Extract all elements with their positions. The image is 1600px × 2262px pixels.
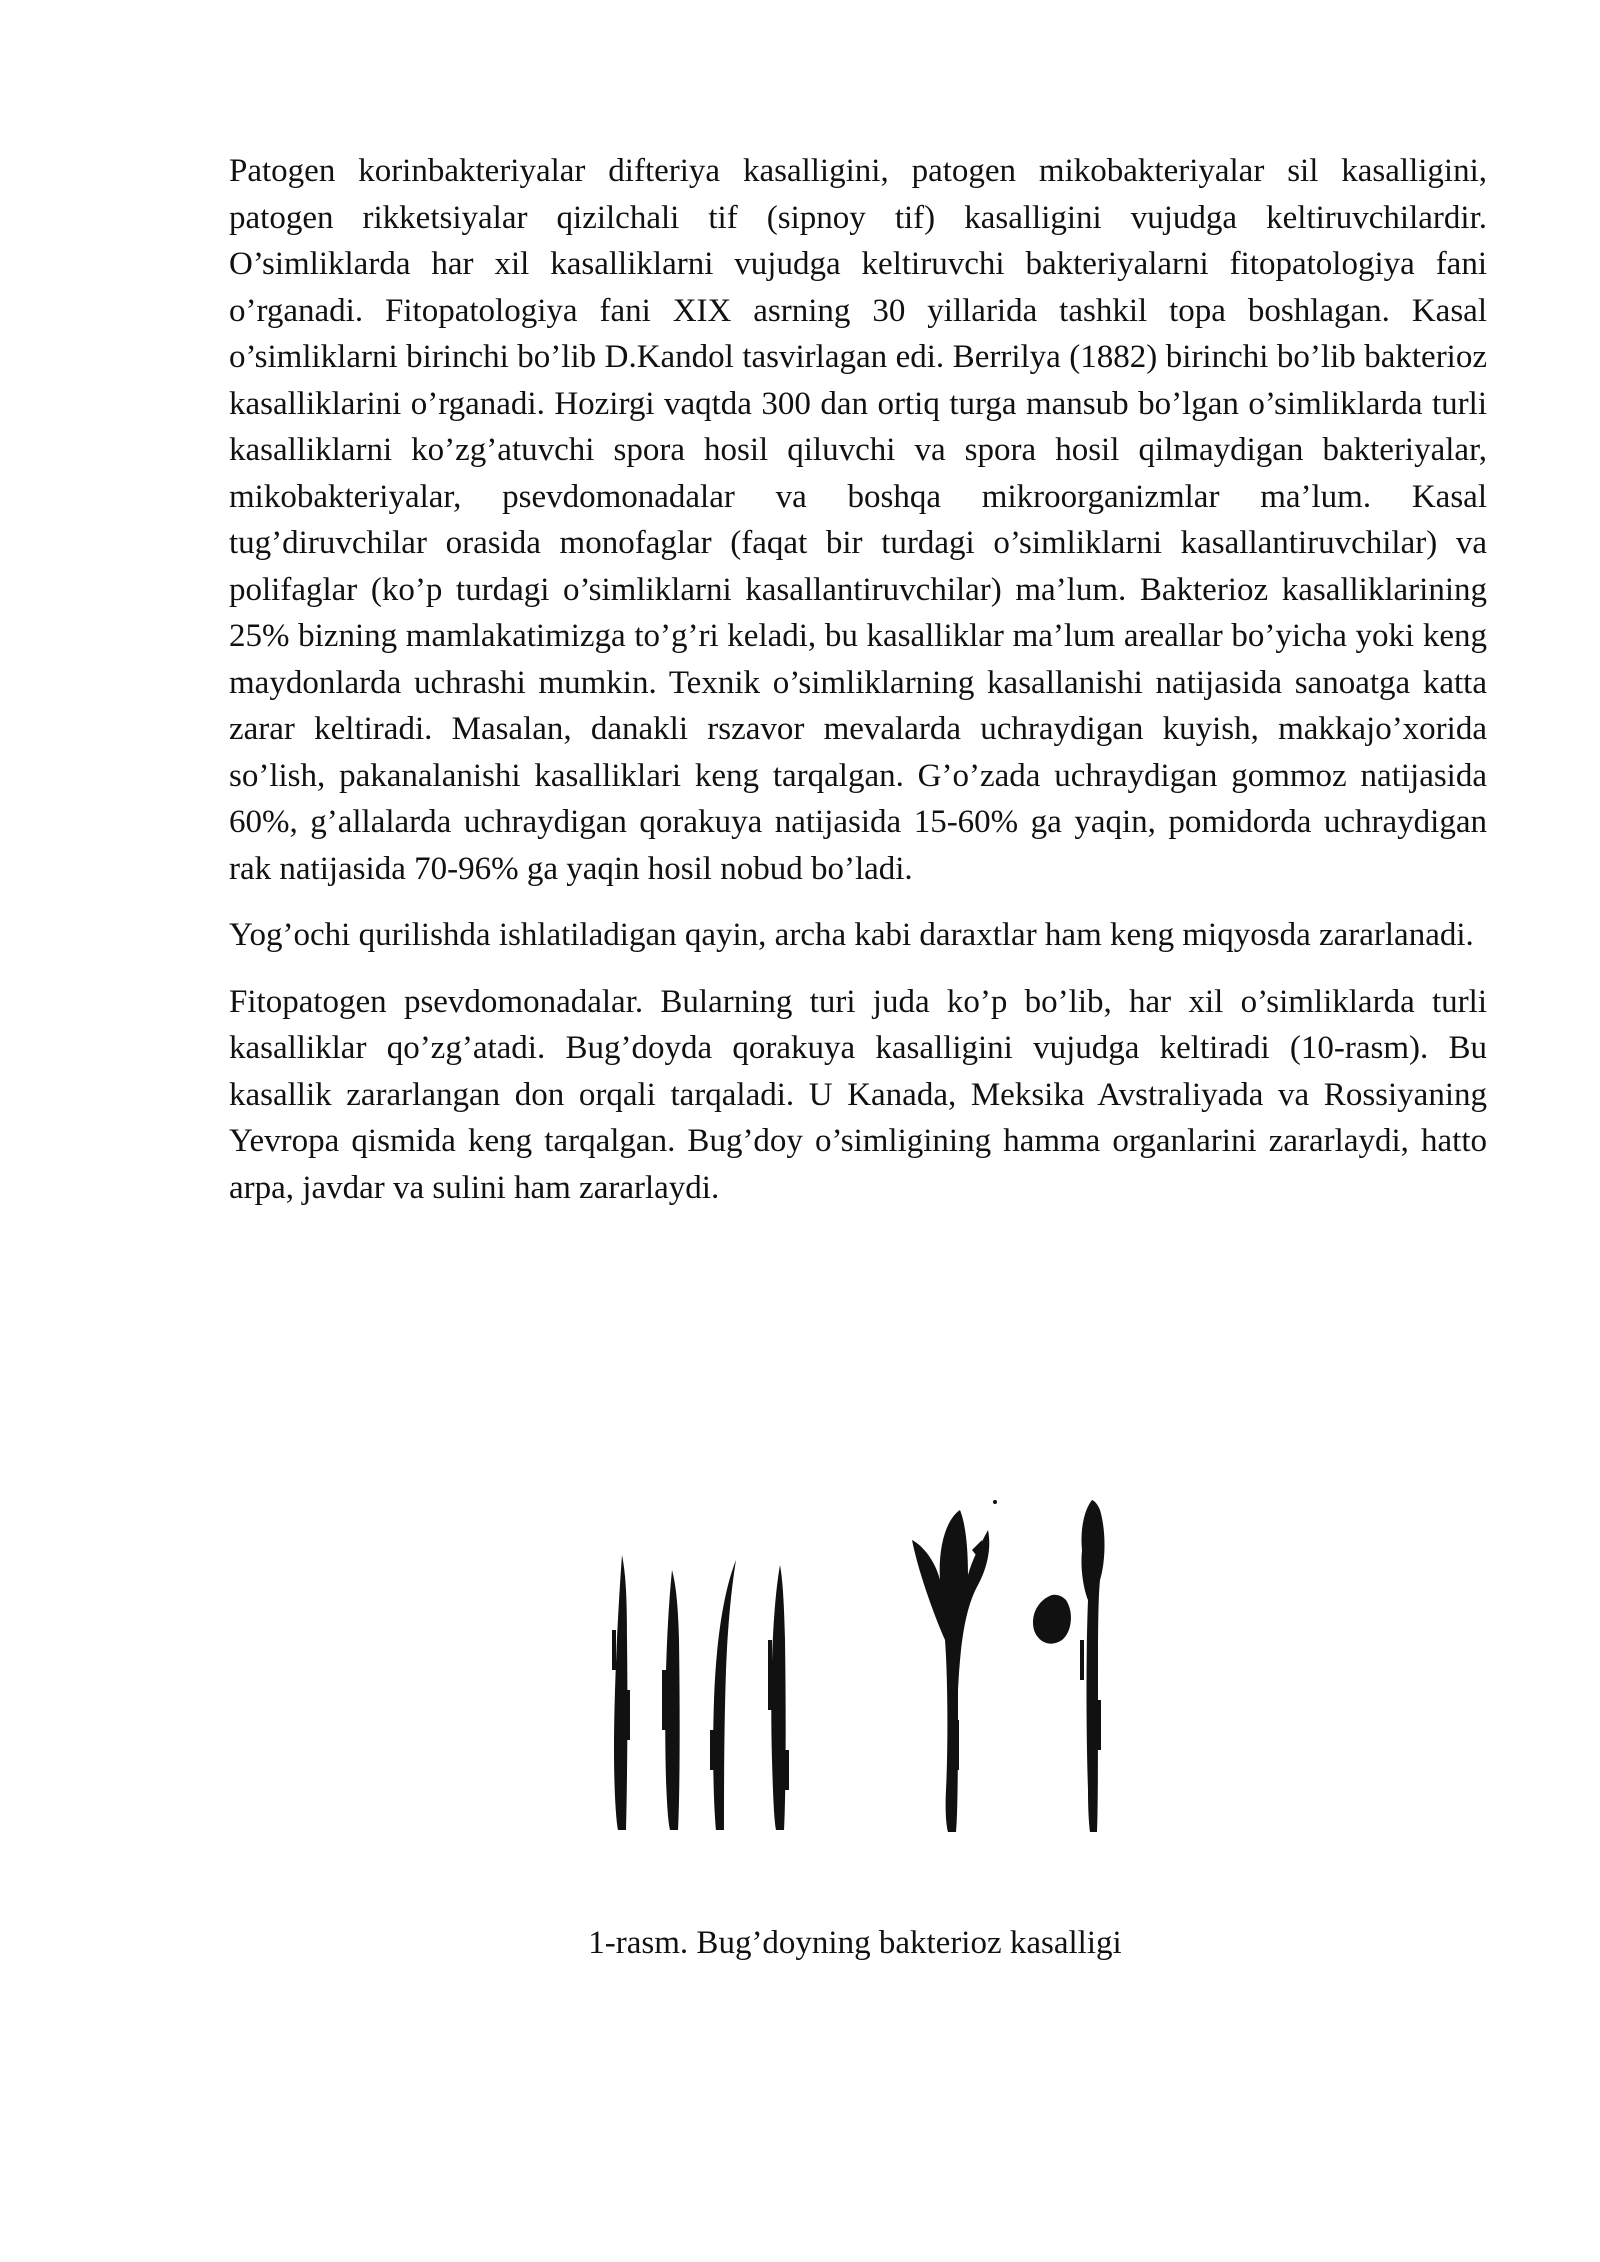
wheat-leaf-3 — [713, 1560, 736, 1830]
body-text — [229, 148, 1487, 1231]
paragraph-2: Yog’ochi qurilishda ishlatiladigan qayin, archa kabi daraxtlar ham keng miqyosda zararlanadi. — [229, 917, 1474, 953]
wheat-leaf-2 — [665, 1570, 679, 1830]
wheat-leaf-4 — [771, 1565, 785, 1830]
wheat-ear-diseased — [912, 1510, 989, 1832]
wheat-disease-illustration — [600, 1490, 1180, 1840]
paragraph-3: Fitopatogen psevdomonadalar. Bularning turi juda ko’p bo’lib, har xil o’simliklarda turli kasalliklar qo’zg’atadi. Bug’doyda qorakuya kasalligini vujudga keltiradi (10-rasm). Bu kasallik zararlangan don orqali tarqaladi. U Kanada, Meksika Avstraliyada va Rossiyaning Yevropa qismida keng tarqalgan. Bug’doy o’simligining hamma organlarini zararlaydi, hatto arpa, javdar va sulini ham zararlaydi. — [229, 983, 1487, 1206]
paragraph-1: Patogen korinbakteriyalar difteriya kasalligini, patogen mikobakteriyalar sil kasalligini, patogen rikketsiyalar qizilchali tif (sipnoy tif) kasalligini vujudga keltiruvchilardir. O’simliklarda har xil kasalliklarni vujudga keltiruvchi bakteriyalarni fitopatologiya fani o’rganadi. Fitopatologiya fani XIX asrning 30 yillarida tashkil topa boshlagan. Kasal o’simliklarni birinchi bo’lib D.Kandol tasvirlagan edi. Berrilya (1882) birinchi bo’lib bakterioz kasalliklarini o’rganadi. Hozirgi vaqtda 300 dan ortiq turga mansub bo’lgan o’simliklarda turli kasalliklarni ko’zg’atuvchi spora hosil qiluvchi va spora hosil qilmaydigan bakteriyalar, mikobakteriyalar, psevdomonadalar va boshqa mikroorganizmlar ma’lum. Kasal tug’diruvchilar orasida monofaglar (faqat bir turdagi o’simliklarni kasallantiruvchilar) va polifaglar (ko’p turdagi o’simliklarni kasallantiruvchilar) ma’lum. Bakterioz kasalliklarining 25% bizning mamlakatimizga to’g’ri keladi, bu kasalliklar ma’lum areallar bo’yicha yoki keng maydonlarda uchrashi mumkin. Texnik o’simliklarning kasallanishi natijasida sanoatga katta zarar keltiradi. Masalan, danakli rszavor mevalarda uchraydigan kuyish, makkajo’xorida so’lish, pakanalanishi kasalliklari keng tarqalgan. G’o’zada uchraydigan gommoz natijasida 60%, g’allalarda uchraydigan qorakuya natijasida 15-60% ga yaqin, pomidorda uchraydigan rak natijasida 70-96% ga yaqin hosil nobud bo’ladi. — [229, 153, 1487, 887]
wheat-leaf-1 — [614, 1555, 627, 1830]
wheat-spikelet-cluster — [1033, 1595, 1071, 1644]
wheat-stalk-tall — [1081, 1500, 1104, 1832]
figure-caption: 1-rasm. Bug’doyning bakterioz kasalligi — [588, 1925, 1122, 1961]
